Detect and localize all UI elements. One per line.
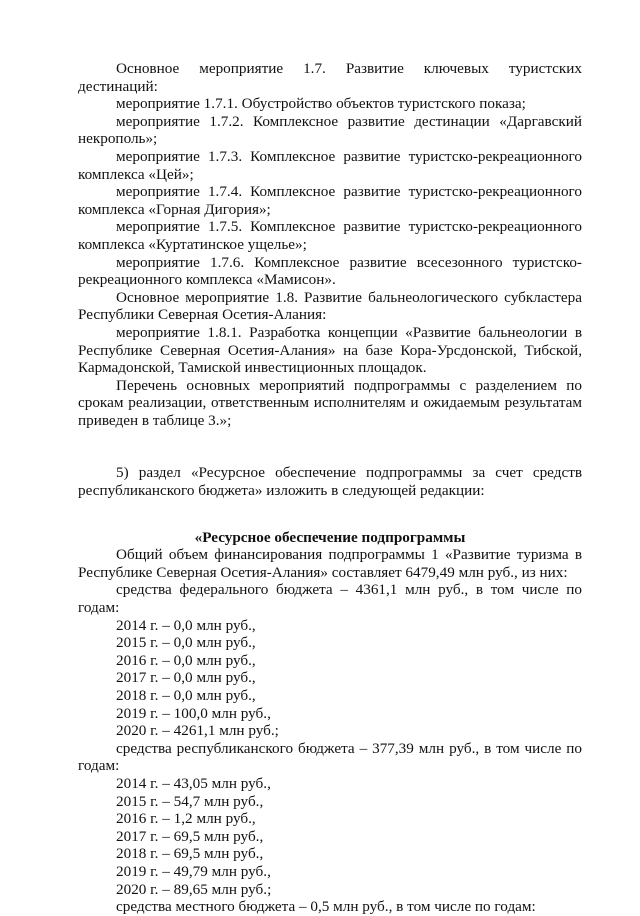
republic-year-2018: 2018 г. – 69,5 млн руб., [116,845,264,863]
federal-year-2015: 2015 г. – 0,0 млн руб., [116,634,256,652]
paragraph-republic-budget: средства республиканского бюджета – 377,39 млн руб., в том числе по годам: [78,739,582,775]
republic-year-2014: 2014 г. – 43,05 млн руб., [116,774,271,792]
paragraph-measure-1-7-5: мероприятие 1.7.5. Комплексное развитие туристско-рекреационного комплекса «Куртатинское ущелье»; [78,218,582,253]
republic-year-2020: 2020 г. – 89,65 млн руб.; [116,880,272,898]
federal-year-2014: 2014 г. – 0,0 млн руб., [116,616,256,634]
republic-year-2017: 2017 г. – 69,5 млн руб., [116,827,264,845]
paragraph-measure-1-8-1: мероприятие 1.8.1. Разработка концепции «Развитие бальнеологии в Республике Северная Осетия-Алания» на базе Кора-Урсдонской, Тибской, Кармадонской, Тамиской инвестиционных площадок. [78,323,582,377]
federal-year-2016: 2016 г. – 0,0 млн руб., [116,651,256,669]
paragraph-local-budget: средства местного бюджета – 0,5 млн руб., в том числе по годам: [116,898,536,916]
paragraph-measure-1-7-2: мероприятие 1.7.2. Комплексное развитие дестинации «Даргавский некрополь»; [78,112,582,148]
paragraph-section-5: 5) раздел «Ресурсное обеспечение подпрограммы за счет средств республиканского бюджета» изложить в следующей редакции: [78,464,582,500]
republic-year-2019: 2019 г. – 49,79 млн руб., [116,862,271,880]
federal-year-2017: 2017 г. – 0,0 млн руб., [116,669,256,687]
paragraph-total-financing: Общий объем финансирования подпрограммы 1 «Развитие туризма в Республике Северная Осетия-Алания» составляет 6479,49 млн руб., из них: [78,546,582,581]
republic-year-2015: 2015 г. – 54,7 млн руб., [116,792,264,810]
federal-year-2019: 2019 г. – 100,0 млн руб., [116,704,271,722]
paragraph-measure-1-7-6: мероприятие 1.7.6. Комплексное развитие всесезонного туристско-рекреационного комплекса «Мамисон». [78,253,582,289]
federal-year-2018: 2018 г. – 0,0 млн руб., [116,687,256,704]
paragraph-federal-budget: средства федерального бюджета – 4361,1 млн руб., в том числе по годам: [78,581,582,617]
spacer [78,429,582,464]
republic-year-2016: 2016 г. – 1,2 млн руб., [116,810,256,828]
paragraph-main-measure-1-7: Основное мероприятие 1.7. Развитие ключевых туристских дестинаций: [78,60,582,95]
paragraph-measure-1-7-3: мероприятие 1.7.3. Комплексное развитие туристско-рекреационного комплекса «Цей»; [78,147,582,183]
federal-year-2020: 2020 г. – 4261,1 млн руб.; [116,722,279,740]
section-heading: «Ресурсное обеспечение подпрограммы [194,528,466,546]
paragraph-measures-list: Перечень основных мероприятий подпрограммы с разделением по срокам реализации, ответственным исполнителям и ожидаемым результатам приведен в таблице 3.»; [78,376,582,429]
paragraph-measure-1-7-4: мероприятие 1.7.4. Комплексное развитие туристско-рекреационного комплекса «Горная Дигория»; [78,183,582,218]
spacer [78,500,582,529]
document-page [78,60,582,916]
paragraph-main-measure-1-8: Основное мероприятие 1.8. Развитие бальнеологического субкластера Республики Северная Осетия-Алания: [78,288,582,324]
paragraph-measure-1-7-1: мероприятие 1.7.1. Обустройство объектов туристского показа; [116,95,526,113]
